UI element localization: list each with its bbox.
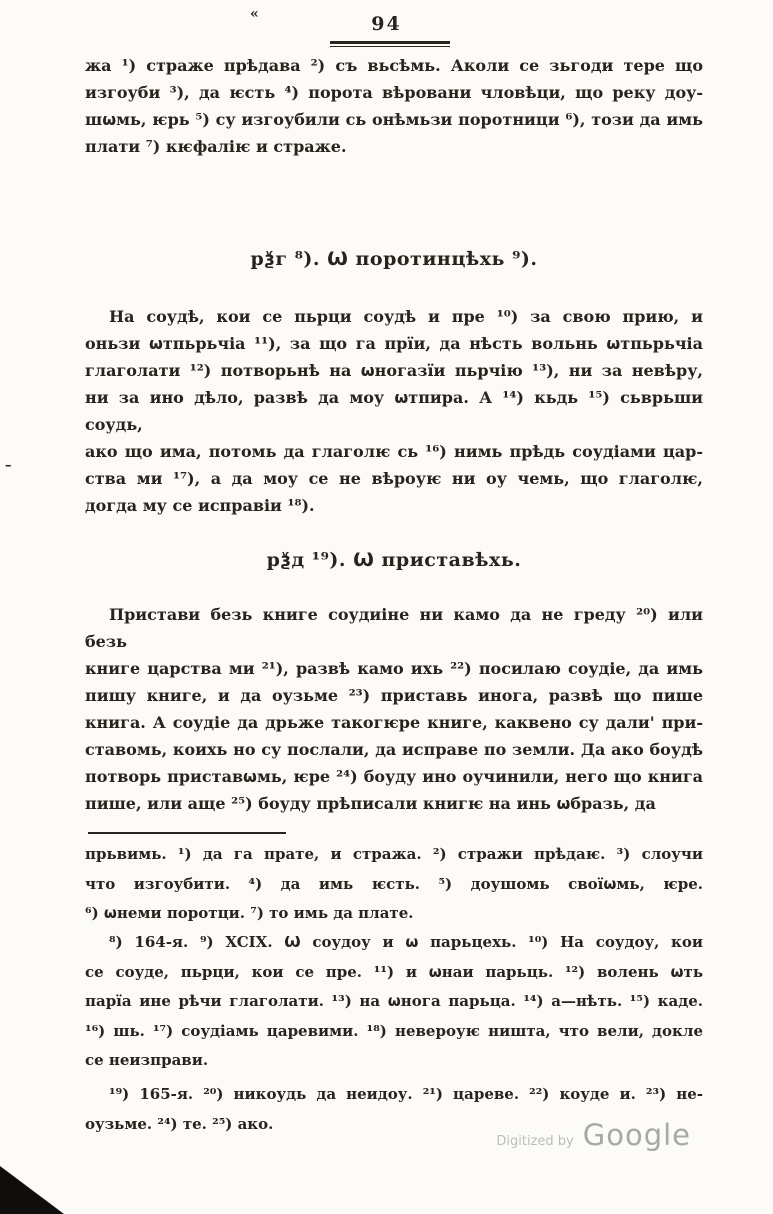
- text-line: книге царства ми ²¹), развѣ камо ихь ²²) посилаю соудіе, да имь: [85, 659, 703, 678]
- google-logo: Google: [582, 1118, 691, 1152]
- watermark-text: Digitized by: [496, 1134, 574, 1149]
- text-line: жа ¹) страже прѣдава ²) съ вьсѣмь. Аколи се зьгоди тере що: [85, 56, 703, 75]
- article-heading-163: рѯг ⁸). Ѡ поротинцѣхь ⁹).: [250, 248, 538, 270]
- page-number-rule: [330, 41, 450, 47]
- text-line: оузьме. ²⁴) те. ²⁵) ако.: [85, 1114, 274, 1133]
- text-line: На соудѣ, кои се пьрци соудѣ и пре ¹⁰) за свою прию, и: [109, 307, 703, 326]
- footnotes-block-2: [85, 928, 703, 1076]
- text-line: ни за ино дѣло, развѣ да моу ѡтпира. А ¹⁴) кьдь ¹⁵) сьврьши соудь,: [85, 388, 703, 434]
- article-163-text: [85, 303, 703, 519]
- text-line: ⁸) 164-я. ⁹) XCIX. Ѡ соудоу и ѡ парьцехь. ¹⁰) На соудоу, кои: [109, 933, 703, 951]
- text-line: потворь приставѡмь, ѥре ²⁴) боуду ино оучинили, него що книга: [85, 767, 703, 786]
- text-line: се соуде, пьрци, кои се пре. ¹¹) и ѡнаи парьць. ¹²) волень ѡть: [85, 962, 703, 981]
- text-line: ставомь, коихь но су послали, да исправе по земли. Да ако боудѣ: [85, 740, 703, 759]
- text-line: пишу книге, и да оузьме ²³) приставь инога, развѣ що пише: [85, 686, 703, 705]
- text-line: ства ми ¹⁷), а да моу се не вѣроуѥ ни оу чемь, що глаголѥ,: [85, 469, 703, 488]
- text-line: шѡмь, ѥрь ⁵) су изгоубили сь онѣмьзи поротници ⁶), този да имь: [85, 110, 703, 129]
- text-line: что изгоубити. ⁴) да имь ѥсть. ⁵) доушомь своїѡмь, ѥре.: [85, 874, 703, 893]
- ink-speck: «: [250, 6, 259, 22]
- article-heading-164: рѯд ¹⁹). Ѡ приставѣхь.: [266, 549, 522, 571]
- text-line: глаголати ¹²) потворьнѣ на ѡногазїи пьрчію ¹³), ни за невѣру,: [85, 361, 703, 380]
- text-line: ако що има, потомь да глаголѥ сь ¹⁶) нимь прѣдь соудіами цар-: [85, 442, 703, 461]
- text-line: ⁶) ѡнеми поротци. ⁷) то имь да плате.: [85, 904, 414, 922]
- digitized-watermark: [496, 1118, 691, 1152]
- page-corner-shadow: [0, 1166, 64, 1214]
- text-line: догда му се исправіи ¹⁸).: [85, 496, 315, 515]
- text-line: Пристави безь книге соудиіне ни камо да не греду ²⁰) или безь: [85, 605, 703, 651]
- text-line: ¹⁹) 165-я. ²⁰) никоудь да неидоу. ²¹) цареве. ²²) коуде и. ²³) не-: [109, 1085, 703, 1103]
- text-line: книга. А соудіе да дрьже такогѥре книге, каквено су дали' при-: [85, 713, 703, 732]
- paragraph-continuation: [85, 52, 703, 160]
- text-line: пише, или аще ²⁵) боуду прѣписали книгѥ на инь ѡбразь, да: [85, 794, 656, 813]
- text-line: парїа ине рѣчи глаголати. ¹³) на ѡнога парьца. ¹⁴) а—нѣть. ¹⁵) каде.: [85, 992, 703, 1010]
- text-line: плати ⁷) кѥфаліѥ и страже.: [85, 137, 347, 156]
- text-line: изгоуби ³), да ѥсть ⁴) порота вѣровани чловѣци, що реку доу-: [85, 83, 703, 102]
- text-line: прьвимь. ¹) да га прате, и стража. ²) стражи прѣдаѥ. ³) слоучи: [85, 845, 703, 863]
- text-line: оньзи ѡтпьрьчіа ¹¹), за що га прїи, да нѣсть вольнь ѡтпьрьчіа: [85, 334, 703, 353]
- text-line: ¹⁶) шь. ¹⁷) соудіамь царевими. ¹⁸) невероуѥ ништа, что вели, докле: [85, 1021, 703, 1040]
- margin-ink-mark: –: [5, 458, 12, 473]
- text-line: се неизправи.: [85, 1051, 209, 1069]
- article-164-text: [85, 601, 703, 817]
- page-number: 94: [371, 13, 402, 35]
- footnote-separator: [88, 832, 286, 834]
- footnotes-block-1: [85, 840, 703, 929]
